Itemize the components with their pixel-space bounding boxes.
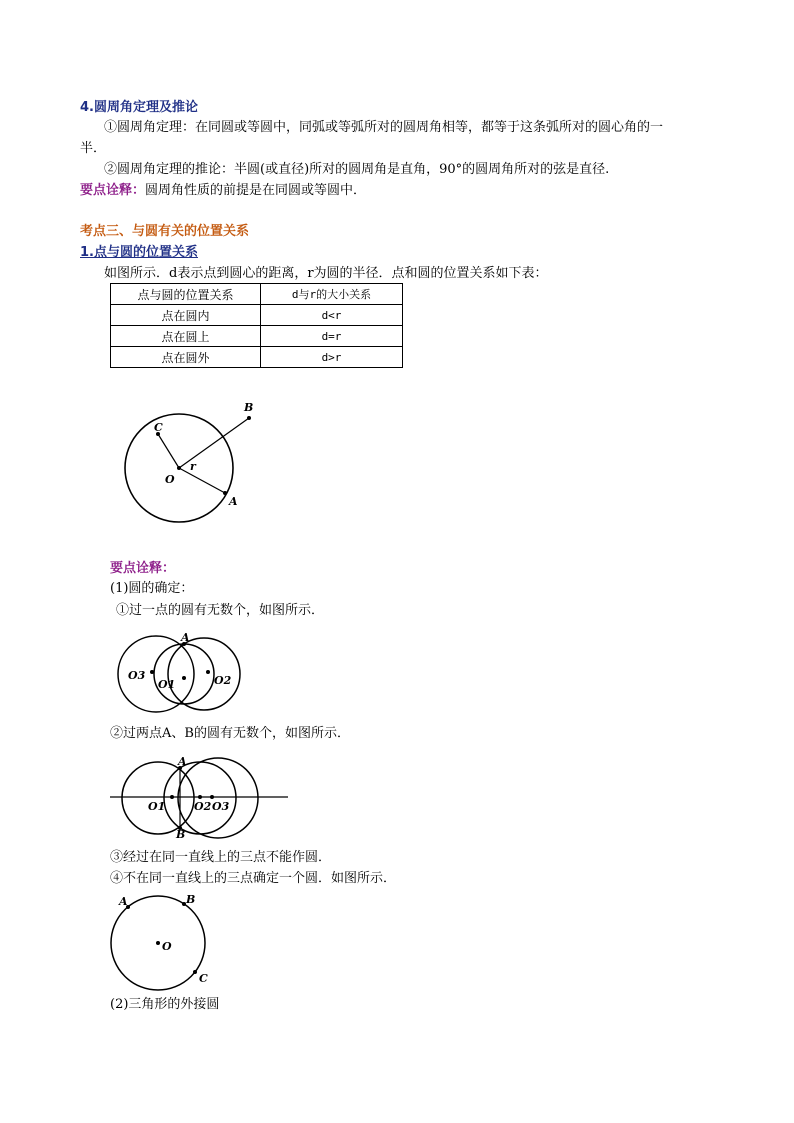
center-O1 [182,676,186,680]
label-O1: O1 [148,800,166,813]
center-O3 [210,795,214,799]
table-intro: 如图所示．d表示点到圆心的距离，r为圆的半径．点和圆的位置关系如下表： [104,266,548,281]
table-row [111,347,403,368]
table-header: d与r的大小关系 [261,284,403,305]
label-C: C [154,421,163,434]
note-text: 圆周角性质的前提是在同圆或等圆中． [145,183,367,198]
label-B: B [244,401,254,414]
note-label: 要点诠释： [80,183,146,198]
label-A: A [119,895,128,908]
table-cell: 点在圆外 [111,347,261,368]
table-cell: d=r [261,326,403,347]
label-C: C [199,972,208,985]
section-4-note [80,183,366,199]
label-B: B [176,828,186,841]
table-header: 点与圆的位置关系 [111,284,261,305]
two-point-circles-figure [108,752,298,842]
table-row [111,305,403,326]
table-row [111,326,403,347]
center-point [177,466,181,470]
note-item-1d: ④不在同一直线上的三点确定一个圆．如图所示． [110,871,397,886]
point-circle-relation-heading: 1.点与圆的位置关系 [80,245,198,260]
label-A: A [181,631,190,644]
table-header-row [111,284,403,305]
inscribed-angle-theorem-line2: 半． [80,141,107,156]
label-O1: O1 [158,678,176,691]
center-O3 [150,670,154,674]
segment-to-A [179,468,225,493]
center-O2 [206,670,210,674]
center-O1 [170,795,174,799]
label-A: A [229,495,238,508]
label-O3: O3 [212,800,230,813]
label-B: B [186,893,196,906]
segment-to-C [158,434,179,468]
circle-O3 [178,758,258,838]
circle-O1 [122,762,194,834]
table-cell: 点在圆内 [111,305,261,326]
kaodian-3-heading: 考点三、与圆有关的位置关系 [80,224,250,239]
point-A [223,491,227,495]
section-4-heading: 4.圆周角定理及推论 [80,100,198,115]
note-item-1c: ③经过在同一直线上的三点不能作圆． [110,850,332,865]
position-relation-table [110,283,403,368]
label-O3: O3 [128,669,146,682]
center-O [156,941,160,945]
label-O: O [162,940,172,953]
inscribed-angle-theorem-line1: ①圆周角定理：在同圆或等圆中，同弧或等弧所对的圆周角相等，都等于这条弧所对的圆心角的一 [104,120,664,135]
point-B [247,416,251,420]
three-point-circle-figure [108,892,218,992]
circle-O1 [154,644,214,704]
notes-label: 要点诠释： [110,561,176,576]
label-O2: O2 [214,674,232,687]
point-C [193,970,197,974]
note-item-1b: ②过两点A、B的圆有无数个，如图所示． [110,726,350,741]
label-r: r [190,460,196,473]
note-item-2: (2)三角形的外接圆 [110,997,220,1012]
table-cell: d<r [261,305,403,326]
point-circle-figure [110,395,270,535]
label-A: A [178,755,187,768]
note-item-1a: ①过一点的圆有无数个，如图所示． [116,603,325,618]
inscribed-angle-corollary: ②圆周角定理的推论：半圆(或直径)所对的圆周角是直角，90°的圆周角所对的弦是直径. [104,162,610,177]
one-point-circles-figure [108,628,248,718]
table-cell: 点在圆上 [111,326,261,347]
center-O2 [198,795,202,799]
label-O2: O2 [194,800,212,813]
table-cell: d>r [261,347,403,368]
label-O: O [165,473,175,486]
note-item-1: (1)圆的确定： [110,581,194,596]
